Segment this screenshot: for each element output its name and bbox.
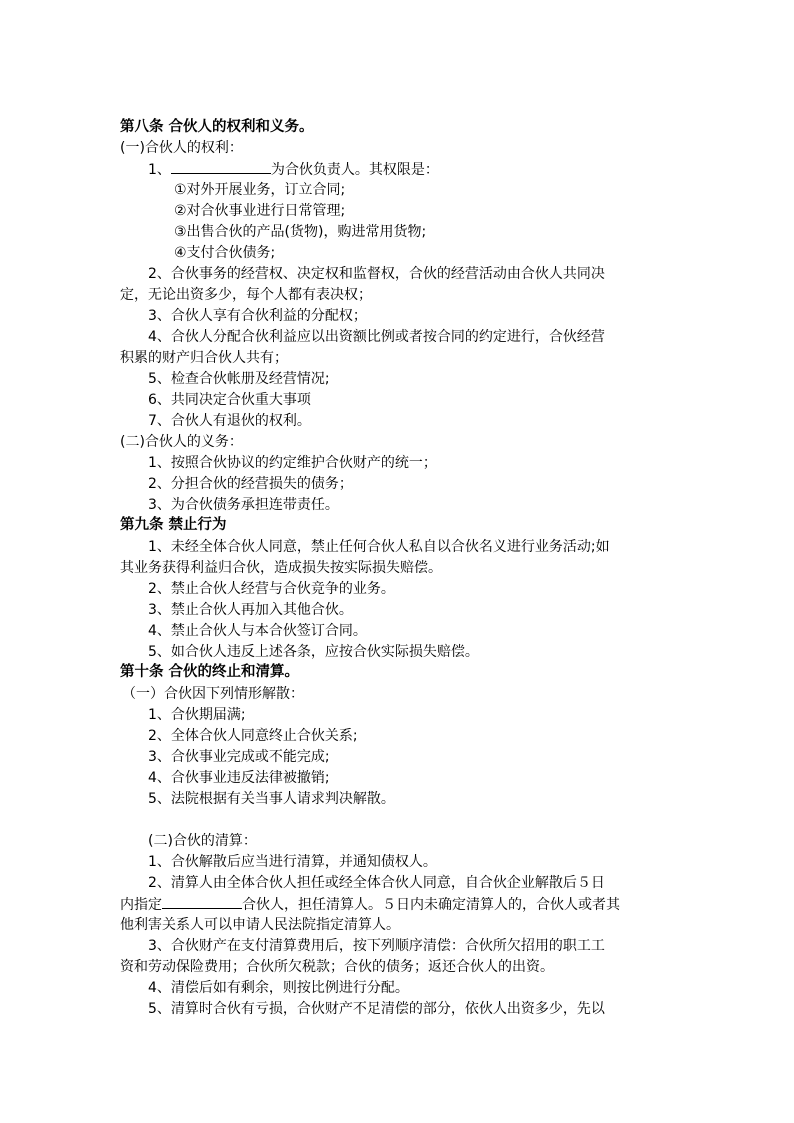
prohibition-1-line-2: 其业务获得利益归合伙，造成损失按实际损失赔偿。 bbox=[120, 560, 442, 576]
article-10-heading: 第十条 合伙的终止和清算。 bbox=[120, 664, 300, 680]
right-4-line-2: 积累的财产归合伙人共有； bbox=[120, 350, 288, 366]
duties-title: (二)合伙人的义务： bbox=[120, 434, 243, 450]
liquidation-3-line-1: 3、合伙财产在支付清算费用后，按下列顺序清偿：合伙所欠招用的职工工 bbox=[148, 938, 605, 954]
liquidation-4: 4、清偿后如有剩余，则按比例进行分配。 bbox=[148, 980, 409, 996]
dissolution-5: 5、法院根据有关当事人请求判决解散。 bbox=[148, 791, 395, 807]
rights-title: (一)合伙人的权利： bbox=[120, 140, 243, 156]
liquidation-5-line-1: 5、清算时合伙有亏损，合伙财产不足清偿的部分，依伙人出资多少，先以 bbox=[148, 1001, 605, 1017]
dissolution-1: 1、合伙期届满; bbox=[148, 707, 246, 723]
dissolution-4: 4、合伙事业违反法律被撤销; bbox=[148, 770, 330, 786]
prohibition-3: 3、禁止合伙人再加入其他合伙。 bbox=[148, 602, 353, 618]
article-9-heading: 第九条 禁止行为 bbox=[120, 517, 227, 533]
dissolution-3: 3、合伙事业完成或不能完成; bbox=[148, 749, 330, 765]
right-1-item-c: ③出售合伙的产品(货物)，购进常用货物; bbox=[174, 224, 427, 240]
liquidation-1: 1、合伙解散后应当进行清算，并通知债权人。 bbox=[148, 854, 437, 870]
right-2-line-1: 2、合伙事务的经营权、决定权和监督权，合伙的经营活动由合伙人共同决 bbox=[148, 266, 605, 282]
liquidation-2-prefix: 内指定 bbox=[120, 897, 162, 913]
dissolution-2: 2、全体合伙人同意终止合伙关系; bbox=[148, 728, 358, 744]
liquidation-2-line-2 bbox=[120, 894, 680, 916]
right-4-line-1: 4、合伙人分配合伙利益应以出资额比例或者按合同的约定进行，合伙经营 bbox=[148, 329, 605, 345]
liquidation-2-line-3: 他利害关系人可以申请人民法院指定清算人。 bbox=[120, 917, 400, 933]
blank-line bbox=[171, 159, 271, 174]
article-8-heading: 第八条 合伙人的权利和义务。 bbox=[120, 119, 314, 135]
right-5: 5、检查合伙帐册及经营情况; bbox=[148, 371, 330, 387]
right-1-number: 1、 bbox=[148, 162, 171, 178]
right-1-item-d: ④支付合伙债务; bbox=[174, 245, 276, 261]
right-1 bbox=[148, 159, 708, 181]
prohibition-4: 4、禁止合伙人与本合伙签订合同。 bbox=[148, 623, 367, 639]
right-2-line-2: 定，无论出资多少，每个人都有表决权； bbox=[120, 287, 372, 303]
liquidation-2-suffix: 合伙人，担任清算人。５日内未确定清算人的，合伙人或者其 bbox=[242, 897, 620, 913]
duty-3: 3、为合伙债务承担连带责任。 bbox=[148, 497, 339, 513]
blank-line bbox=[162, 894, 242, 909]
liquidation-title: (二)合伙的清算： bbox=[148, 833, 257, 849]
right-6: 6、共同决定合伙重大事项 bbox=[148, 392, 311, 408]
prohibition-2: 2、禁止合伙人经营与合伙竞争的业务。 bbox=[148, 581, 395, 597]
duty-1: 1、按照合伙协议的约定维护合伙财产的统一； bbox=[148, 455, 437, 471]
right-1-text: 为合伙负责人。其权限是： bbox=[270, 162, 439, 178]
right-3: 3、合伙人享有合伙利益的分配权； bbox=[148, 308, 367, 324]
prohibition-5: 5、如合伙人违反上述各条，应按合伙实际损失赔偿。 bbox=[148, 644, 479, 660]
liquidation-2-line-1: 2、清算人由全体合伙人担任或经全体合伙人同意，自合伙企业解散后５日 bbox=[148, 875, 605, 891]
right-1-item-b: ②对合伙事业进行日常管理; bbox=[174, 203, 346, 219]
right-7: 7、合伙人有退伙的权利。 bbox=[148, 413, 311, 429]
prohibition-1-line-1: 1、未经全体合伙人同意，禁止任何合伙人私自以合伙名义进行业务活动;如 bbox=[148, 539, 610, 555]
liquidation-3-line-2: 资和劳动保险费用；合伙所欠税款；合伙的债务；返还合伙人的出资。 bbox=[120, 959, 554, 975]
dissolution-title: （一）合伙因下列情形解散： bbox=[122, 686, 304, 702]
right-1-item-a: ①对外开展业务，订立合同; bbox=[174, 182, 346, 198]
duty-2: 2、分担合伙的经营损失的债务； bbox=[148, 476, 353, 492]
